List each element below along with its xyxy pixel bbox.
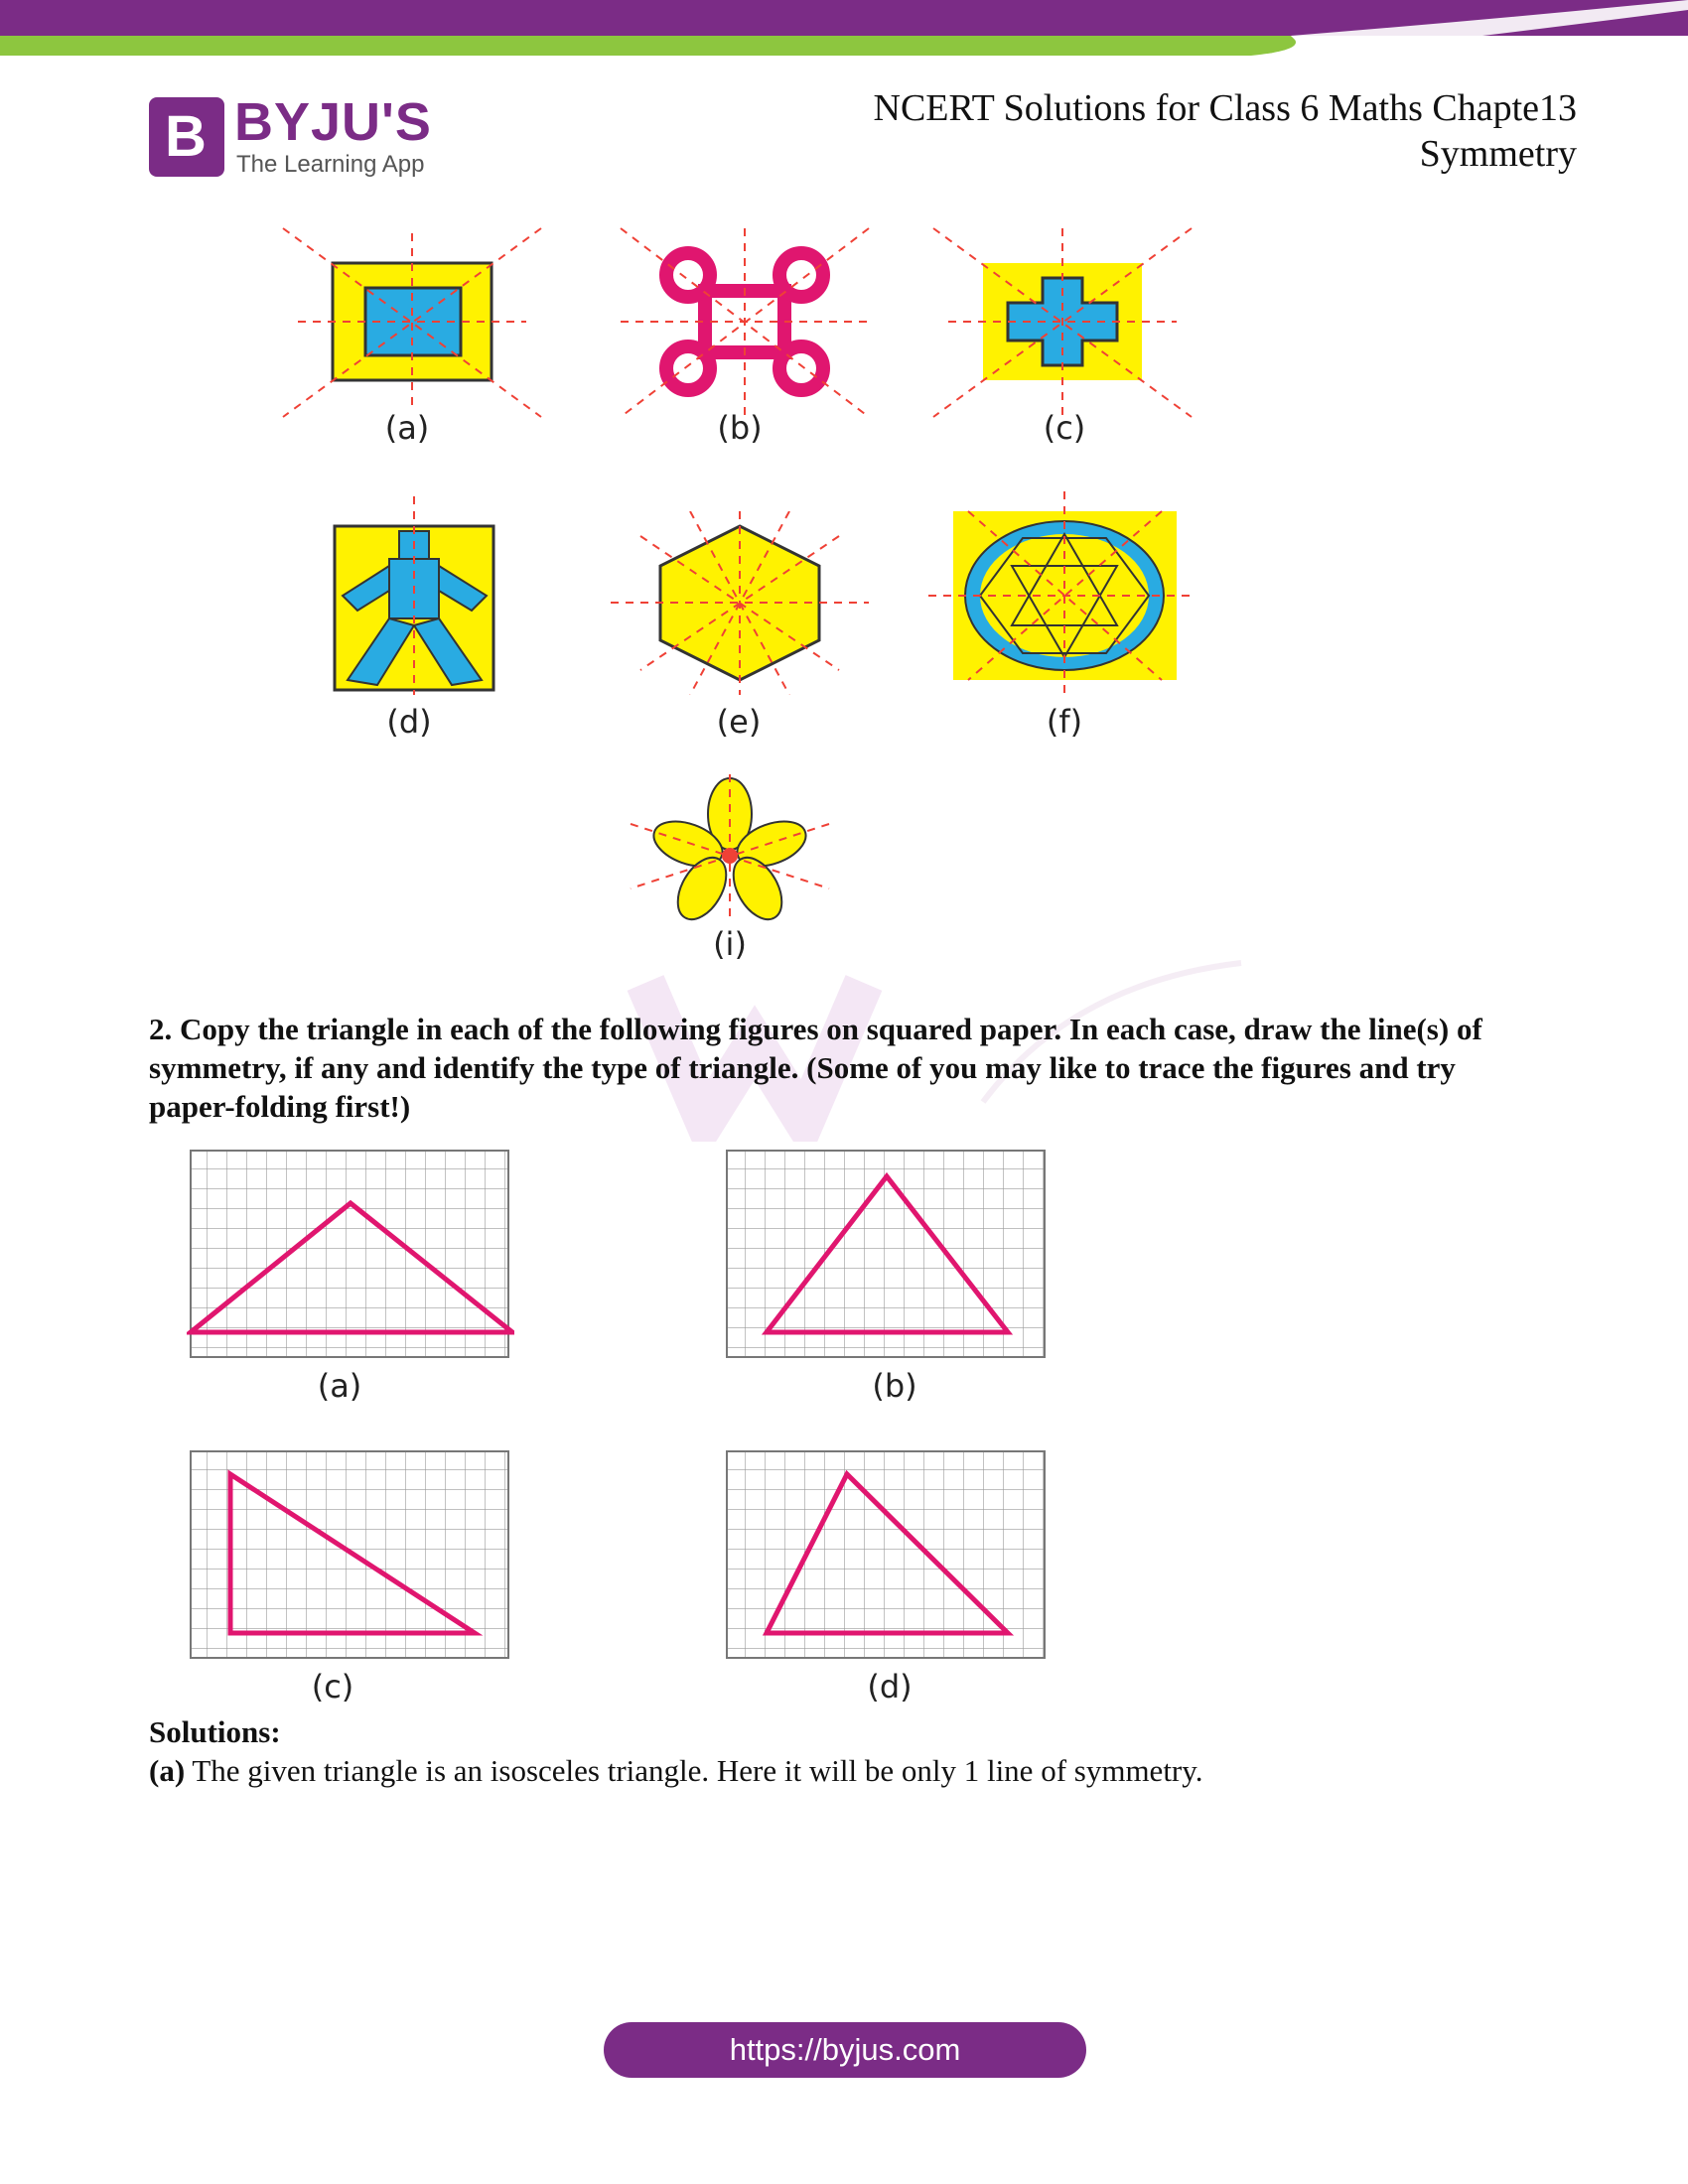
solution-a-label: (a) [149,1753,186,1788]
figure-1d-robot [318,496,516,695]
caption-1a: (a) [384,409,430,447]
page-title [683,85,1577,177]
top-color-bands [0,0,1688,60]
figure-1e-hexagon [611,511,869,695]
caption-1f: (f) [1046,703,1083,741]
caption-2d: (d) [867,1668,913,1706]
q2-figure-d-grid-triangle [725,1449,1053,1663]
q2-figure-b-grid-triangle [725,1149,1053,1362]
footer-url-link[interactable]: https://byjus.com [604,2022,1086,2078]
figure-1i-flower [611,774,849,933]
q2-figure-a-grid-triangle [187,1149,514,1362]
title-line-1: NCERT Solutions for Class 6 Maths Chapte13 [873,87,1577,129]
title-line-2: Symmetry [1419,133,1577,175]
figure-1f-star-ellipse [928,491,1196,700]
figure-1b-loop-symbol [611,223,879,422]
byjus-logo [149,92,447,181]
figure-1c-cross [928,223,1196,422]
caption-1i: (i) [713,925,747,963]
caption-1e: (e) [716,703,762,741]
caption-1b: (b) [717,409,763,447]
question-2-text: 2. Copy the triangle in each of the following figures on squared paper. In each case, draw the line(s) of symmetry, if any and identify the type of triangle. (Some of you may like to trace the figures and try paper-folding first!) [149,1012,1482,1124]
logo-mark: B [149,97,224,177]
logo-tagline: The Learning App [236,151,425,178]
solutions-heading: Solutions: [149,1714,281,1749]
caption-2a: (a) [317,1367,362,1405]
solution-a [149,1753,1539,1789]
logo-name: BYJU'S [234,92,432,152]
caption-1d: (d) [386,703,432,741]
figure-1a-rectangles [278,223,546,422]
caption-2c: (c) [311,1668,354,1706]
solution-a-text: The given triangle is an isosceles triangle. Here it will be only 1 line of symmetry. [185,1753,1203,1788]
q2-figure-c-grid-triangle [187,1449,514,1663]
caption-2b: (b) [872,1367,917,1405]
caption-1c: (c) [1043,409,1086,447]
